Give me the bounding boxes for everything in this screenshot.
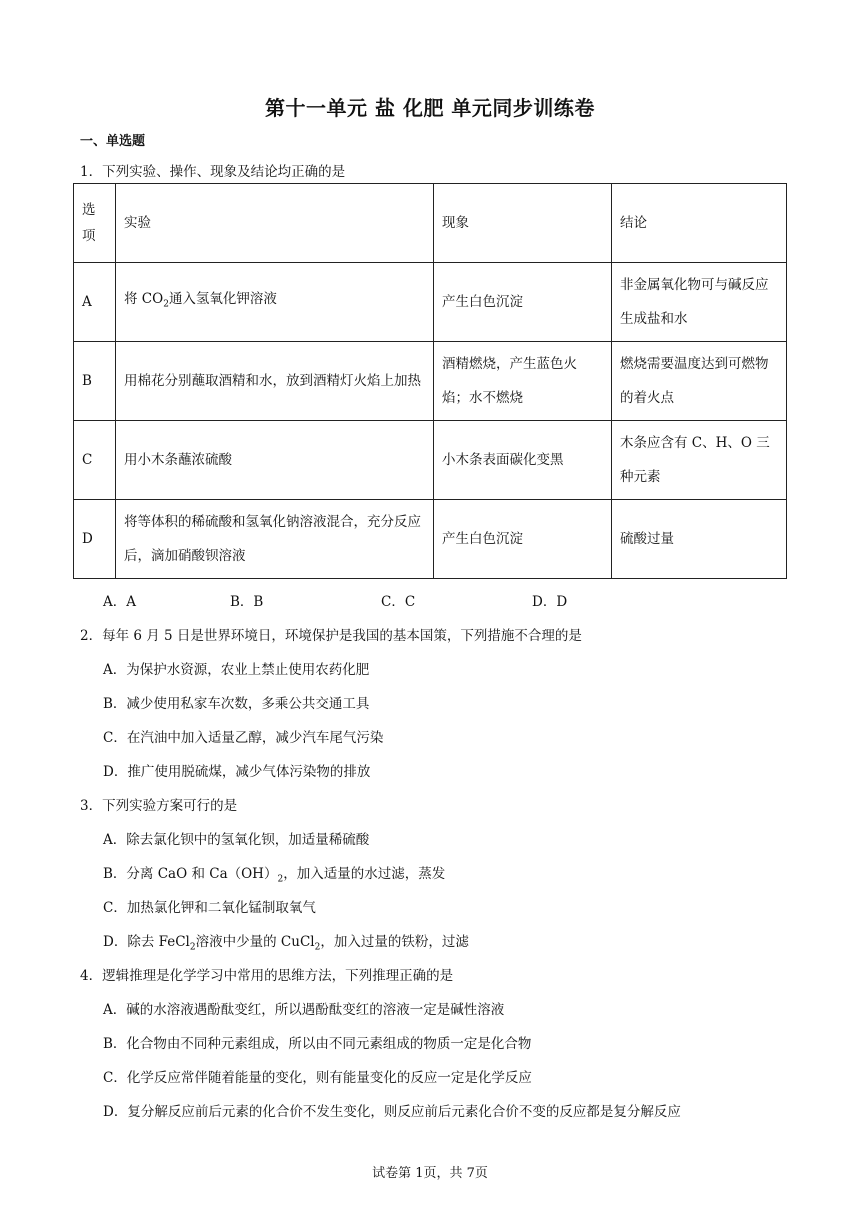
page-footer: 试卷第 1页，共 7页 [372,1166,488,1181]
row-conclusion: 木条应含有 C、H、O 三种元素 [612,421,787,500]
page-title: 第十一单元 盐 化肥 单元同步训练卷 [265,96,595,120]
header-phenomenon: 现象 [434,184,612,263]
question-2-stem: 2．每年 6 月 5 日是世界环境日，环境保护是我国的基本国策，下列措施不合理的是 [80,628,582,644]
header-experiment: 实验 [116,184,434,263]
row-label: D [74,500,116,579]
question-1-stem: 1．下列实验、操作、现象及结论均正确的是 [80,164,346,180]
q3-option-c: C．加热氯化钾和二氧化锰制取氧气 [103,900,316,916]
row-label: A [74,263,116,342]
table-header-row [74,184,787,263]
q2-option-c: C．在汽油中加入适量乙醇，减少汽车尾气污染 [103,730,384,746]
row-conclusion: 燃烧需要温度达到可燃物的着火点 [612,342,787,421]
row-label: C [74,421,116,500]
row-experiment: 将 $CO_2$通入氢氧化钾溶液 [116,263,434,342]
row-phenomenon: 产生白色沉淀 [434,500,612,579]
q3-option-a: A．除去氯化钡中的氢氧化钡，加适量稀硫酸 [103,832,370,848]
experiment-table [73,183,787,579]
row-conclusion: 非金属氧化物可与碱反应生成盐和水 [612,263,787,342]
q1-option-c: C．C [381,594,416,610]
q4-option-d: D．复分解反应前后元素的化合价不发生变化，则反应前后元素化合价不变的反应都是复分解反应 [103,1104,681,1120]
row-conclusion: 硫酸过量 [612,500,787,579]
q3-option-d: D．除去 FeCl$_2$溶液中少量的 CuCl$_2$，加入过量的铁粉，过滤 [103,934,469,953]
q1-option-b: B．B [230,594,264,610]
q2-option-d: D．推广使用脱硫煤，减少气体污染物的排放 [103,764,371,780]
q3-option-b: B．分离 CaO 和 $Ca(OH)_2$，加入适量的水过滤，蒸发 [103,866,446,885]
q4-option-c: C．化学反应常伴随着能量的变化，则有能量变化的反应一定是化学反应 [103,1070,532,1086]
q4-option-b: B．化合物由不同种元素组成，所以由不同元素组成的物质一定是化合物 [103,1036,532,1052]
q1-option-d: D．D [532,594,568,610]
q1-option-a: A．A [103,594,136,610]
table-row [74,500,787,579]
question-3-stem: 3．下列实验方案可行的是 [80,798,238,814]
header-conclusion: 结论 [612,184,787,263]
section-heading: 一、单选题 [80,134,146,149]
row-experiment: 将等体积的稀硫酸和氢氧化钠溶液混合，充分反应后，滴加硝酸钡溶液 [116,500,434,579]
question-4-stem: 4．逻辑推理是化学学习中常用的思维方法，下列推理正确的是 [80,968,454,984]
header-option: 选 项 [74,184,116,263]
row-phenomenon: 产生白色沉淀 [434,263,612,342]
table-row [74,263,787,342]
table-row [74,421,787,500]
row-experiment: 用棉花分别蘸取酒精和水，放到酒精灯火焰上加热 [116,342,434,421]
row-phenomenon: 酒精燃烧，产生蓝色火焰；水不燃烧 [434,342,612,421]
row-label: B [74,342,116,421]
row-experiment: 用小木条蘸浓硫酸 [116,421,434,500]
q2-option-a: A．为保护水资源，农业上禁止使用农药化肥 [103,662,370,678]
table-row [74,342,787,421]
row-phenomenon: 小木条表面碳化变黑 [434,421,612,500]
q4-option-a: A．碱的水溶液遇酚酞变红，所以遇酚酞变红的溶液一定是碱性溶液 [103,1002,505,1018]
q2-option-b: B．减少使用私家车次数，多乘公共交通工具 [103,696,370,712]
